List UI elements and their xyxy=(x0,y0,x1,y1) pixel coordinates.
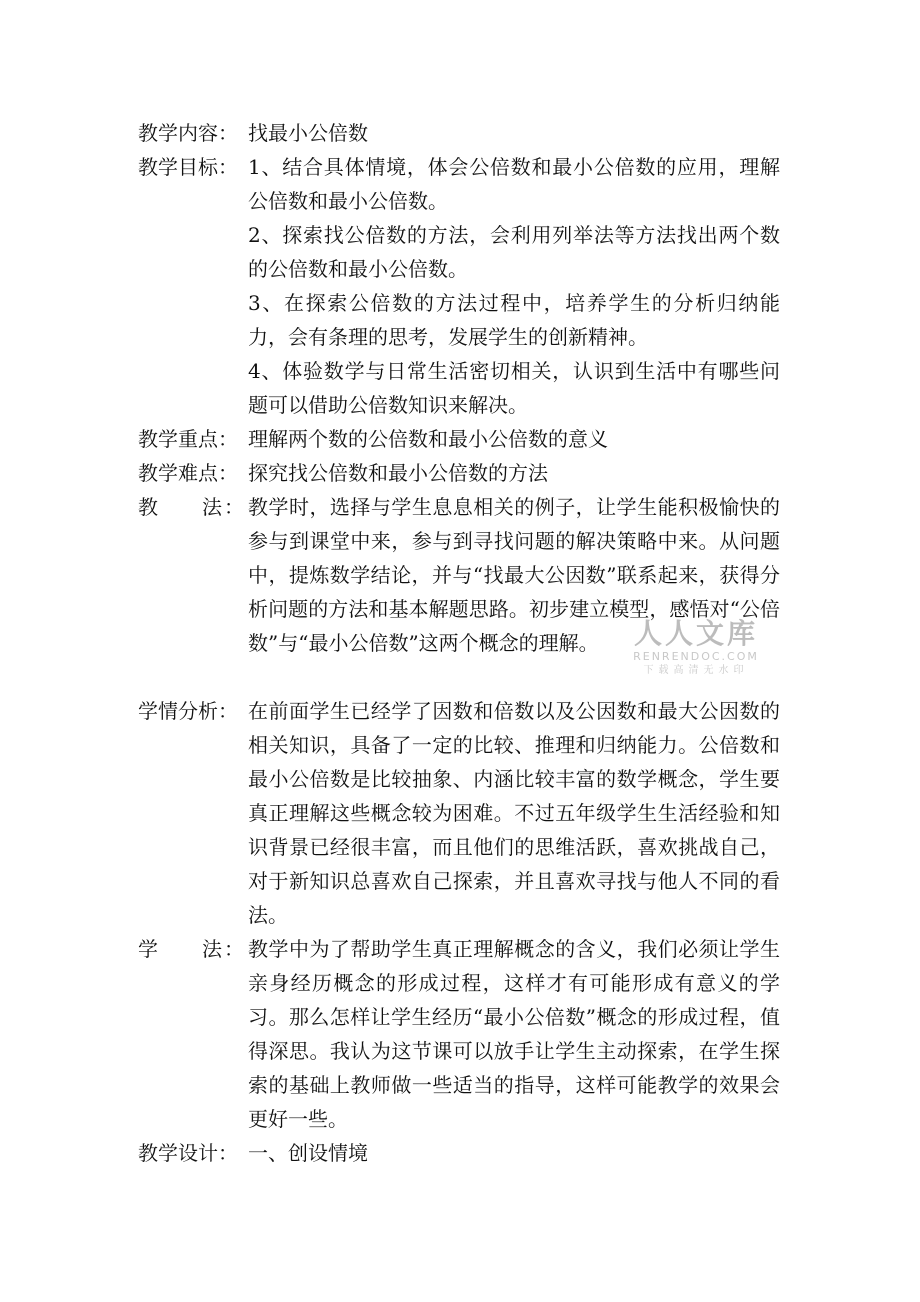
objective-item: 2、探索找公倍数的方法，会利用列举法等方法找出两个数的公倍数和最小公倍数。 xyxy=(248,223,780,281)
objective-item: 3、在探索公倍数的方法过程中，培养学生的分析归纳能力，会有条理的思考，发展学生的创新精神。 xyxy=(248,291,780,349)
section-difficulties xyxy=(138,456,788,490)
learning-method-label-a: 学 xyxy=(138,937,158,961)
design-text: 一、创设情境 xyxy=(248,1141,368,1165)
design-label: 教学设计： xyxy=(138,1141,238,1165)
objective-item: 1、结合具体情境，体会公倍数和最小公倍数的应用，理解公倍数和最小公倍数。 xyxy=(248,155,780,213)
section-objectives xyxy=(138,150,788,422)
watermark-brand: 人人文库 xyxy=(633,617,758,650)
watermark xyxy=(616,618,776,688)
learning-method-label-b: 法 xyxy=(202,937,222,961)
watermark-url: RENRENDOC.COM xyxy=(633,650,759,663)
learning-method-text xyxy=(248,932,780,1136)
analysis-text xyxy=(248,694,780,932)
difficulties-text: 探究找公倍数和最小公倍数的方法 xyxy=(248,461,548,485)
teaching-method-label xyxy=(138,490,248,524)
section-analysis xyxy=(138,694,788,932)
key-points-text: 理解两个数的公倍数和最小公倍数的意义 xyxy=(248,427,608,451)
difficulties-label: 教学难点： xyxy=(138,461,238,485)
learning-method-paragraph: 教学中为了帮助学生真正理解概念的含义，我们必须让学生亲身经历概念的形成过程，这样才有可能形成有意义的学习。那么怎样让学生经历“最小公倍数”概念的形成过程，值得深思。我认为这节课可以放手让学生主动探索，在学生探索的基础上教师做一些适当的指导，这样可能教学的效果会更好一些。 xyxy=(248,937,780,1131)
analysis-label: 学情分析： xyxy=(138,699,238,723)
objectives-label: 教学目标： xyxy=(138,155,238,179)
teaching-method-label-b: 法 xyxy=(202,495,222,519)
watermark-tagline: 下载高清无水印 xyxy=(643,665,749,676)
content-label: 教学内容： xyxy=(138,121,238,145)
section-content xyxy=(138,116,788,150)
analysis-paragraph: 在前面学生已经学了因数和倍数以及公因数和最大公因数的相关知识，具备了一定的比较、推理和归纳能力。公倍数和最小公倍数是比较抽象、内涵比较丰富的数学概念，学生要真正理解这些概念较为困难。不过五年级学生生活经验和知识背景已经很丰富，而且他们的思维活跃，喜欢挑战自己，对于新知识总喜欢自己探索，并且喜欢寻找与他人不同的看法。 xyxy=(248,699,780,927)
learning-method-label xyxy=(138,932,248,966)
key-points-label: 教学重点： xyxy=(138,427,238,451)
teaching-method-label-a: 教 xyxy=(138,495,158,519)
content-text: 找最小公倍数 xyxy=(248,121,368,145)
section-key-points xyxy=(138,422,788,456)
section-design xyxy=(138,1136,788,1170)
teaching-method-paragraph: 教学时，选择与学生息息相关的例子，让学生能积极愉快的参与到课堂中来，参与到寻找问题的解决策略中来。从问题中，提炼数学结论，并与“找最大公因数”联系起来，获得分析问题的方法和基本解题思路。初步建立模型，感悟对“公倍数”与“最小公倍数”这两个概念的理解。 xyxy=(248,495,780,655)
section-learning-method xyxy=(138,932,788,1136)
learning-method-colon: ： xyxy=(224,937,244,961)
objective-item: 4、体验数学与日常生活密切相关，认识到生活中有哪些问题可以借助公倍数知识来解决。 xyxy=(248,359,780,417)
teaching-method-colon: ： xyxy=(224,495,244,519)
objectives-list xyxy=(248,150,780,422)
